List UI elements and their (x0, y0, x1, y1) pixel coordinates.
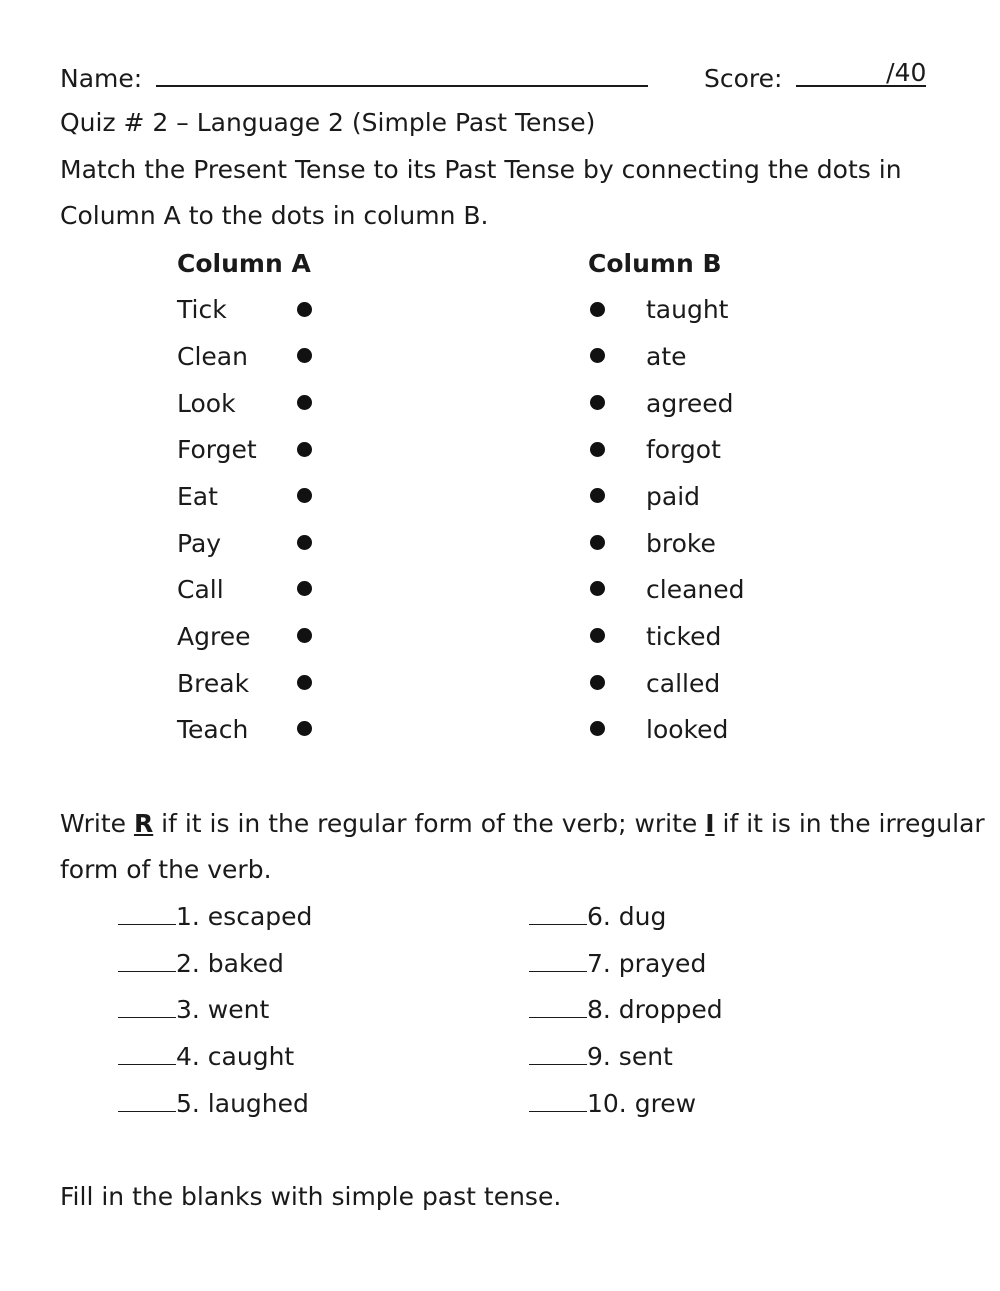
ri-item (529, 1091, 696, 1116)
answer-blank[interactable] (529, 1062, 587, 1065)
ri-item-text: 3. went (176, 995, 270, 1024)
ri-item-text: 4. caught (176, 1042, 295, 1071)
column-b-dot[interactable] (590, 581, 605, 596)
ri-item (118, 997, 269, 1022)
column-b-item: ticked (646, 622, 722, 651)
column-a-dot[interactable] (297, 581, 312, 596)
column-b-dot[interactable] (590, 442, 605, 457)
column-a-dot[interactable] (297, 488, 312, 503)
column-a-item: Forget (177, 435, 257, 464)
column-b-item: looked (646, 715, 729, 744)
column-a-header: Column A (177, 249, 311, 278)
ri-item-text: 8. dropped (587, 995, 723, 1024)
column-b-item: paid (646, 482, 701, 511)
ri-item (529, 904, 666, 929)
column-a-dot[interactable] (297, 628, 312, 643)
irregular-letter: I (705, 809, 715, 838)
column-a-dot[interactable] (297, 535, 312, 550)
column-a-dot[interactable] (297, 675, 312, 690)
ri-instruction-part1: Write (60, 809, 134, 838)
ri-item-text: 9. sent (587, 1042, 673, 1071)
ri-item (118, 951, 284, 976)
ri-item (118, 904, 312, 929)
answer-blank[interactable] (118, 969, 176, 972)
ri-item-text: 5. laughed (176, 1089, 309, 1118)
answer-blank[interactable] (529, 922, 587, 925)
ri-instruction-part2: if it is in the regular form of the verb; write (153, 809, 706, 838)
column-a-item: Clean (177, 342, 248, 371)
answer-blank[interactable] (118, 1062, 176, 1065)
answer-blank[interactable] (529, 1015, 587, 1018)
ri-item-text: 6. dug (587, 902, 667, 931)
score-row (704, 58, 927, 93)
column-a-item: Eat (177, 482, 218, 511)
column-b-item: ate (646, 342, 687, 371)
name-label: Name: (60, 64, 143, 93)
ri-instruction-line1 (60, 811, 985, 836)
ri-instruction-part3: if it is in the irregular (714, 809, 985, 838)
ri-item-text: 2. baked (176, 949, 284, 978)
name-row (60, 63, 648, 91)
column-a-dot[interactable] (297, 348, 312, 363)
column-b-item: cleaned (646, 575, 745, 604)
matching-instruction-line2: Column A to the dots in column B. (60, 201, 489, 230)
column-a-dot[interactable] (297, 721, 312, 736)
column-b-dot[interactable] (590, 721, 605, 736)
answer-blank[interactable] (118, 1109, 176, 1112)
column-b-dot[interactable] (590, 348, 605, 363)
regular-letter: R (133, 809, 154, 838)
answer-blank[interactable] (529, 969, 587, 972)
column-b-dot[interactable] (590, 395, 605, 410)
ri-item (529, 1044, 673, 1069)
ri-item (529, 951, 706, 976)
column-a-item: Teach (177, 715, 249, 744)
score-field[interactable] (796, 58, 927, 87)
column-a-dot[interactable] (297, 395, 312, 410)
ri-item-text: 1. escaped (176, 902, 313, 931)
column-a-item: Tick (177, 295, 227, 324)
score-total: /40 (886, 58, 927, 87)
column-b-header: Column B (588, 249, 722, 278)
column-b-dot[interactable] (590, 675, 605, 690)
column-a-item: Break (177, 669, 250, 698)
answer-blank[interactable] (118, 1015, 176, 1018)
answer-blank[interactable] (529, 1109, 587, 1112)
ri-item-text: 10. grew (587, 1089, 697, 1118)
score-label: Score: (704, 64, 783, 93)
column-a-item: Agree (177, 622, 251, 651)
fill-blanks-instruction: Fill in the blanks with simple past tense. (60, 1182, 562, 1211)
ri-item (118, 1044, 294, 1069)
column-b-item: forgot (646, 435, 721, 464)
ri-item (529, 997, 723, 1022)
column-b-item: taught (646, 295, 729, 324)
column-a-item: Pay (177, 529, 222, 558)
column-b-item: agreed (646, 389, 734, 418)
answer-blank[interactable] (118, 922, 176, 925)
column-b-dot[interactable] (590, 535, 605, 550)
column-a-dot[interactable] (297, 302, 312, 317)
ri-item-text: 7. prayed (587, 949, 707, 978)
quiz-title: Quiz # 2 – Language 2 (Simple Past Tense) (60, 108, 596, 137)
column-b-item: called (646, 669, 721, 698)
name-field[interactable] (156, 63, 648, 87)
column-a-item: Call (177, 575, 224, 604)
column-a-dot[interactable] (297, 442, 312, 457)
column-a-item: Look (177, 389, 236, 418)
column-b-item: broke (646, 529, 716, 558)
ri-item (118, 1091, 309, 1116)
column-b-dot[interactable] (590, 488, 605, 503)
ri-instruction-line2: form of the verb. (60, 855, 272, 884)
column-b-dot[interactable] (590, 628, 605, 643)
column-b-dot[interactable] (590, 302, 605, 317)
matching-instruction-line1: Match the Present Tense to its Past Tense by connecting the dots in (60, 155, 902, 184)
